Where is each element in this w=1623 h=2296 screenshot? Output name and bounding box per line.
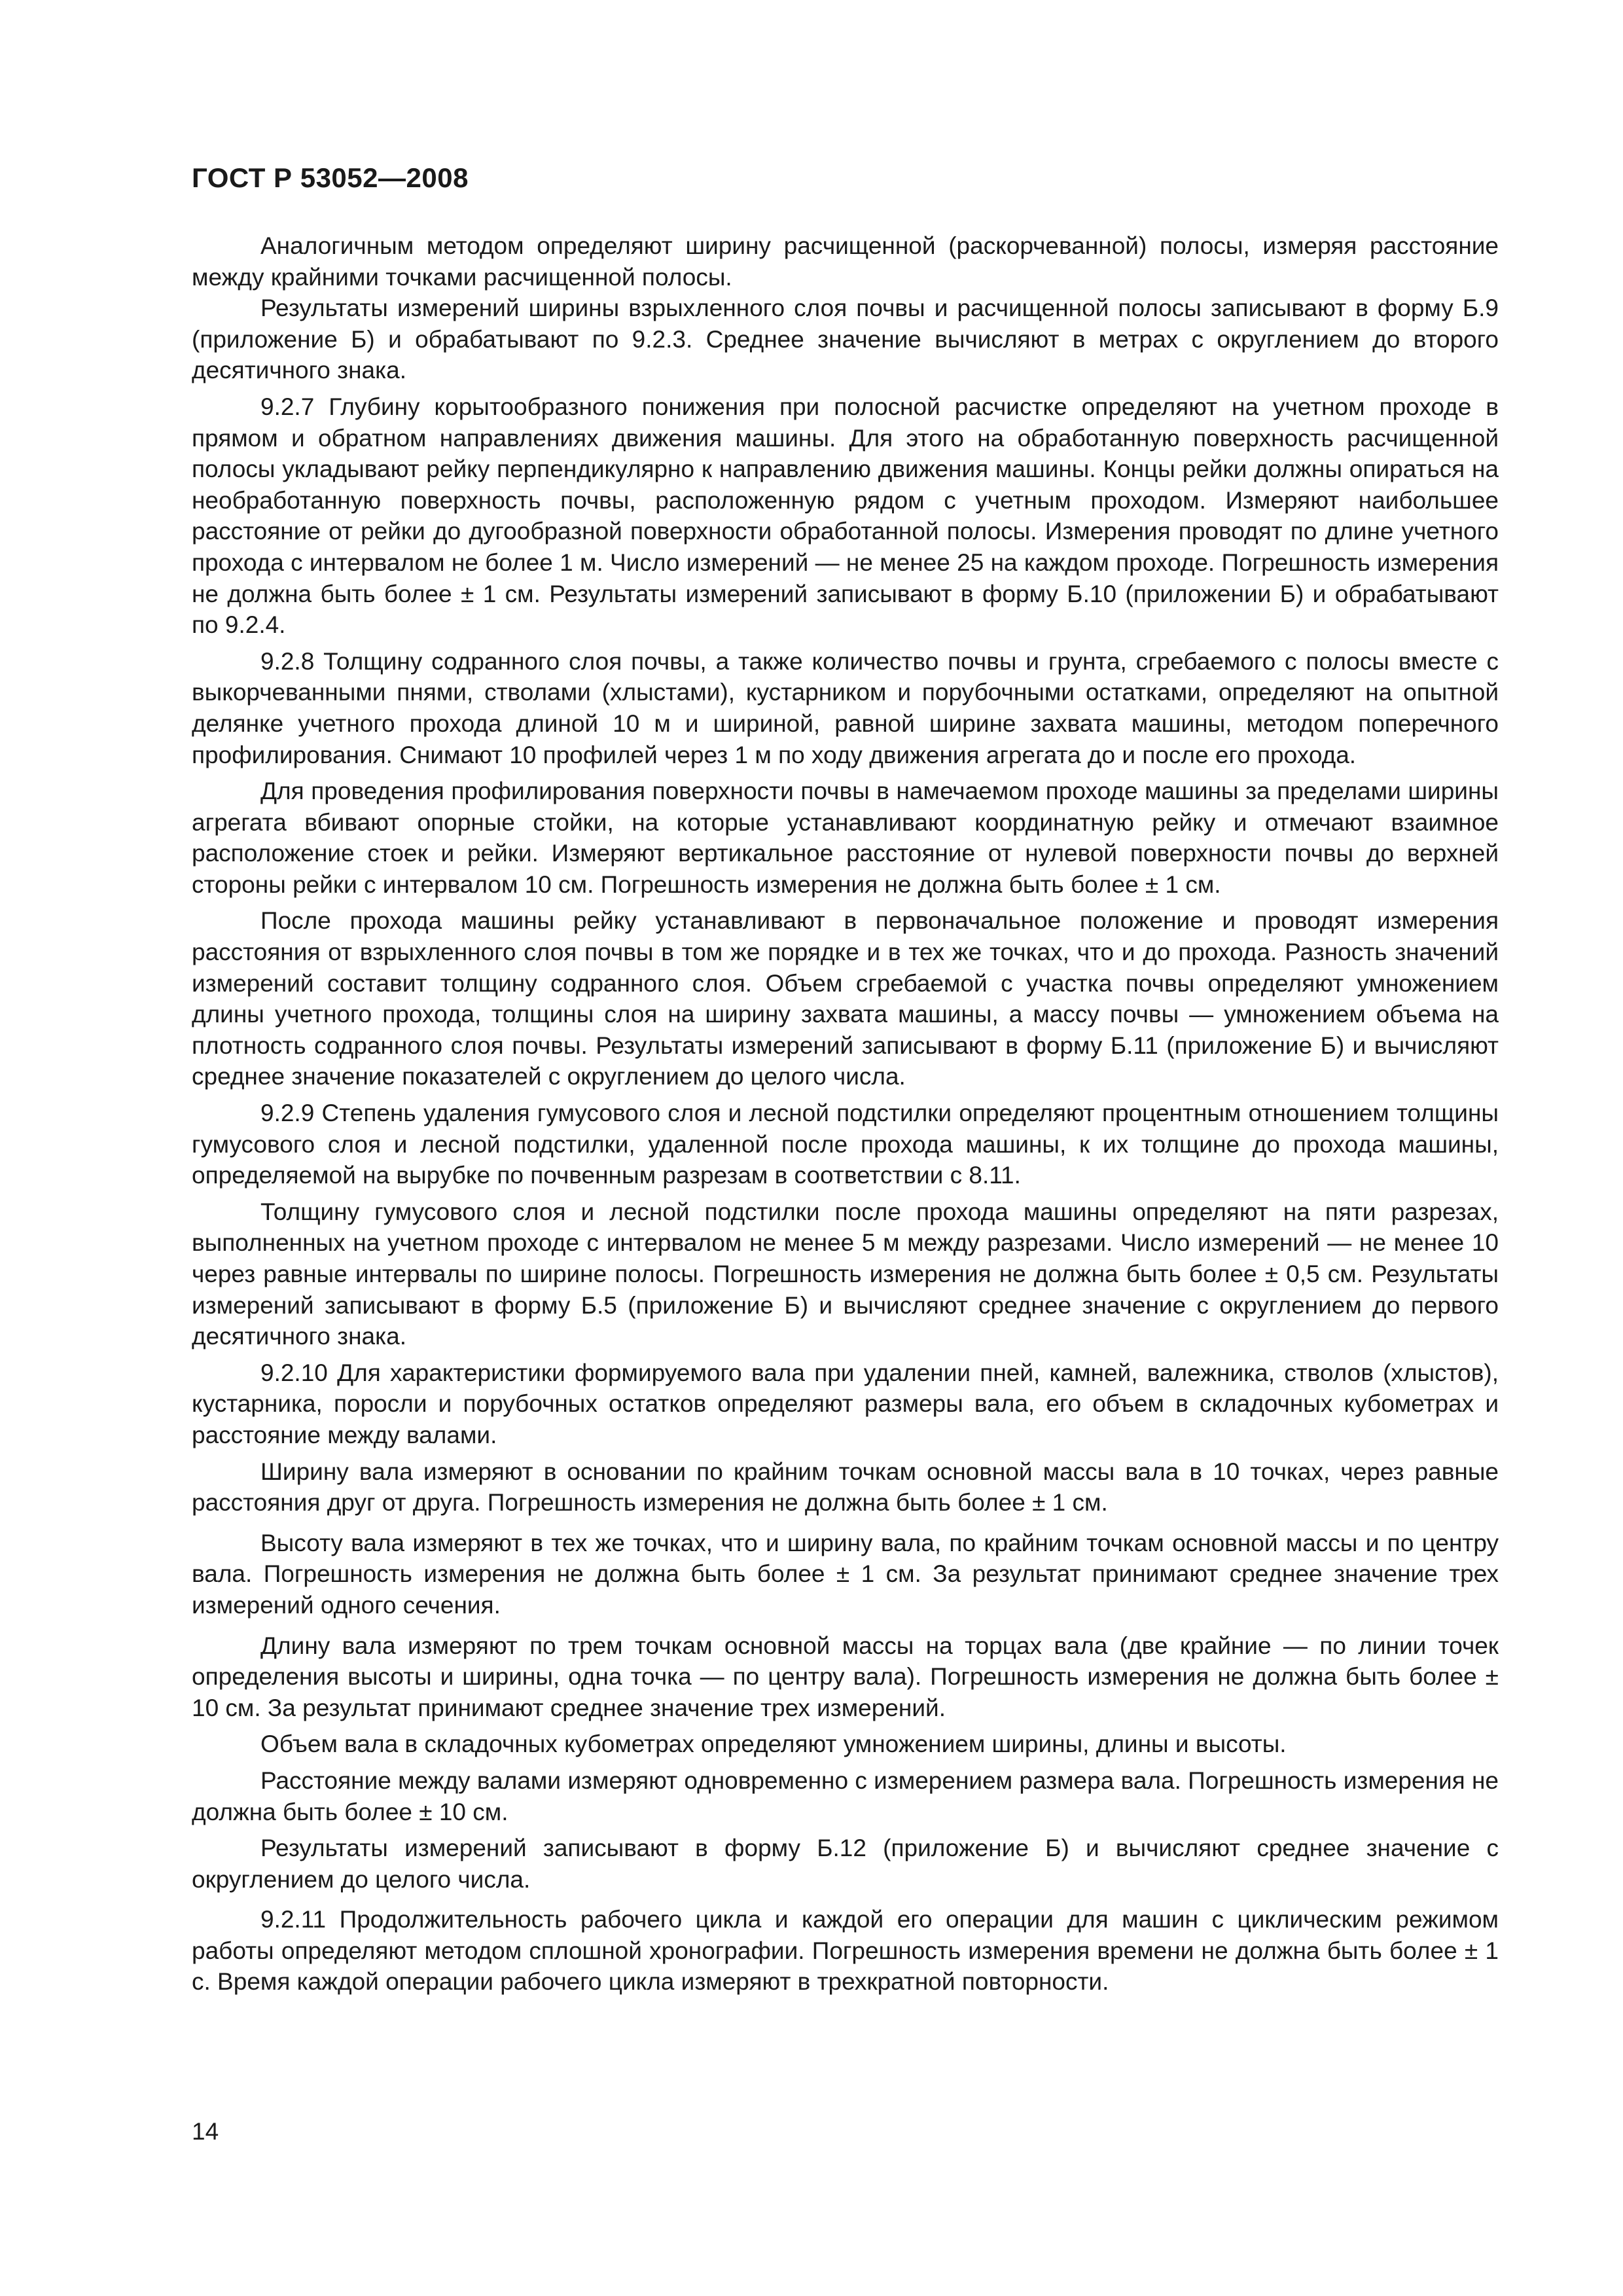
paragraph: Результаты измерений ширины взрыхленного слоя почвы и расчищенной полосы записывают в форму Б.9 (приложение Б) и обрабатывают по 9.2.3. Среднее значение вычисляют в метрах с округлением до второго десятичного знака. [192,295,1499,384]
document-header: ГОСТ Р 53052—2008 [192,162,469,193]
paragraph: Расстояние между валами измеряют одновременно с измерением размера вала. Погрешность измерения не должна быть более ± 10 см. [192,1767,1499,1825]
paragraph: Высоту вала измеряют в тех же точках, что и ширину вала, по крайним точкам основной массы и по центру вала. Погрешность измерения не должна быть более ± 1 см. За результат принимают среднее значение трех измерений одного сечения. [192,1529,1499,1619]
paragraph: Объем вала в складочных кубометрах определяют умножением ширины, длины и высоты. [260,1731,1287,1758]
paragraph-section-9-2-7: 9.2.7 Глубину корытообразного понижения при полосной расчистке определяют на учетном проходе в прямом и обратном направлениях движения машины. Для этого на обработанную поверхность расчищенной полосы укладывают рейку перпендикулярно к направлению движения машины. Концы рейки должны опираться на необработанную поверхность почвы, расположенную рядом с учетным проходом. Измеряют наибольшее расстояние от рейки до дугообразной поверхности обработанной полосы. Измерения проводят по длине учетного прохода с интервалом не более 1 м. Число измерений — не менее 25 на каждом проходе. Погрешность измерения не должна быть более ± 1 см. Результаты измерений записывают в форму Б.10 (приложении Б) и обрабатывают по 9.2.4. [192,393,1499,639]
paragraph-section-9-2-8: 9.2.8 Толщину содранного слоя почвы, а также количество почвы и грунта, сгребаемого с полосы вместе с выкорчеванными пнями, стволами (хлыстами), кустарником и порубочными остатками, определяют на опытной делянке учетного прохода длиной 10 м и шириной, равной ширине захвата машины, методом поперечного профилирования. Снимают 10 профилей через 1 м по ходу движения агрегата до и после его прохода. [192,647,1499,768]
page-number: 14 [192,2118,219,2145]
paragraph-section-9-2-9: 9.2.9 Степень удаления гумусового слоя и лесной подстилки определяют процентным отношением толщины гумусового слоя и лесной подстилки, удаленной после прохода машины, к их толщине до прохода машины, определяемой на вырубке по почвенным разрезам в соответствии с 8.11. [192,1100,1499,1189]
paragraph: Длину вала измеряют по трем точкам основной массы на торцах вала (две крайние — по линии точек определения высоты и ширины, одна точка — по центру вала). Погрешность измерения не должна быть более ± 10 см. За результат принимают среднее значение трех измерений. [192,1632,1499,1721]
paragraph: Для проведения профилирования поверхности почвы в намечаемом проходе машины за пределами ширины агрегата вбивают опорные стойки, на которые устанавливают координатную рейку и отмечают взаимное расположение стоек и рейки. Измеряют вертикальное расстояние от нулевой поверхности почвы до верхней стороны рейки с интервалом 10 см. Погрешность измерения не должна быть более ± 1 см. [192,778,1499,898]
paragraph: После прохода машины рейку устанавливают в первоначальное положение и проводят измерения расстояния от взрыхленного слоя почвы в том же порядке и в тех же точках, что и до прохода. Разность значений измерений составит толщину содранного слоя. Объем сгребаемой с участка почвы определяют умножением длины учетного прохода, толщины слоя на ширину захвата машины, а массу почвы — умножением объема на плотность содранного слоя почвы. Результаты измерений записывают в форму Б.11 (приложение Б) и вычисляют среднее значение показателей с округлением до целого числа. [192,907,1499,1090]
paragraph: Аналогичным методом определяют ширину расчищенной (раскорчеванной) полосы, измеряя расстояние между крайними точками расчищенной полосы. [192,232,1499,291]
paragraph: Результаты измерений записывают в форму Б.12 (приложение Б) и вычисляют среднее значение с округлением до целого числа. [192,1835,1499,1893]
paragraph: Ширину вала измеряют в основании по крайним точкам основной массы вала в 10 точках, через равные расстояния друг от друга. Погрешность измерения не должна быть более ± 1 см. [192,1458,1499,1516]
paragraph-section-9-2-10: 9.2.10 Для характеристики формируемого вала при удалении пней, камней, валежника, стволов (хлыстов), кустарника, поросли и порубочных остатков определяют размеры вала, его объем в складочных кубометрах и расстояние между валами. [192,1359,1499,1448]
document-body [192,230,1499,1998]
paragraph: Толщину гумусового слоя и лесной подстилки после прохода машины определяют на пяти разрезах, выполненных на учетном проходе с интервалом не менее 5 м между разрезами. Число измерений — не менее 10 через равные интервалы по ширине полосы. Погрешность измерения не должна быть более ± 0,5 см. Результаты измерений записывают в форму Б.5 (приложение Б) и вычисляют среднее значение с округлением до первого десятичного знака. [192,1198,1499,1350]
paragraph-section-9-2-11: 9.2.11 Продолжительность рабочего цикла и каждой его операции для машин с циклическим режимом работы определяют методом сплошной хронографии. Погрешность измерения времени не должна быть более ± 1 с. Время каждой операции рабочего цикла измеряют в трехкратной повторности. [192,1906,1499,1996]
